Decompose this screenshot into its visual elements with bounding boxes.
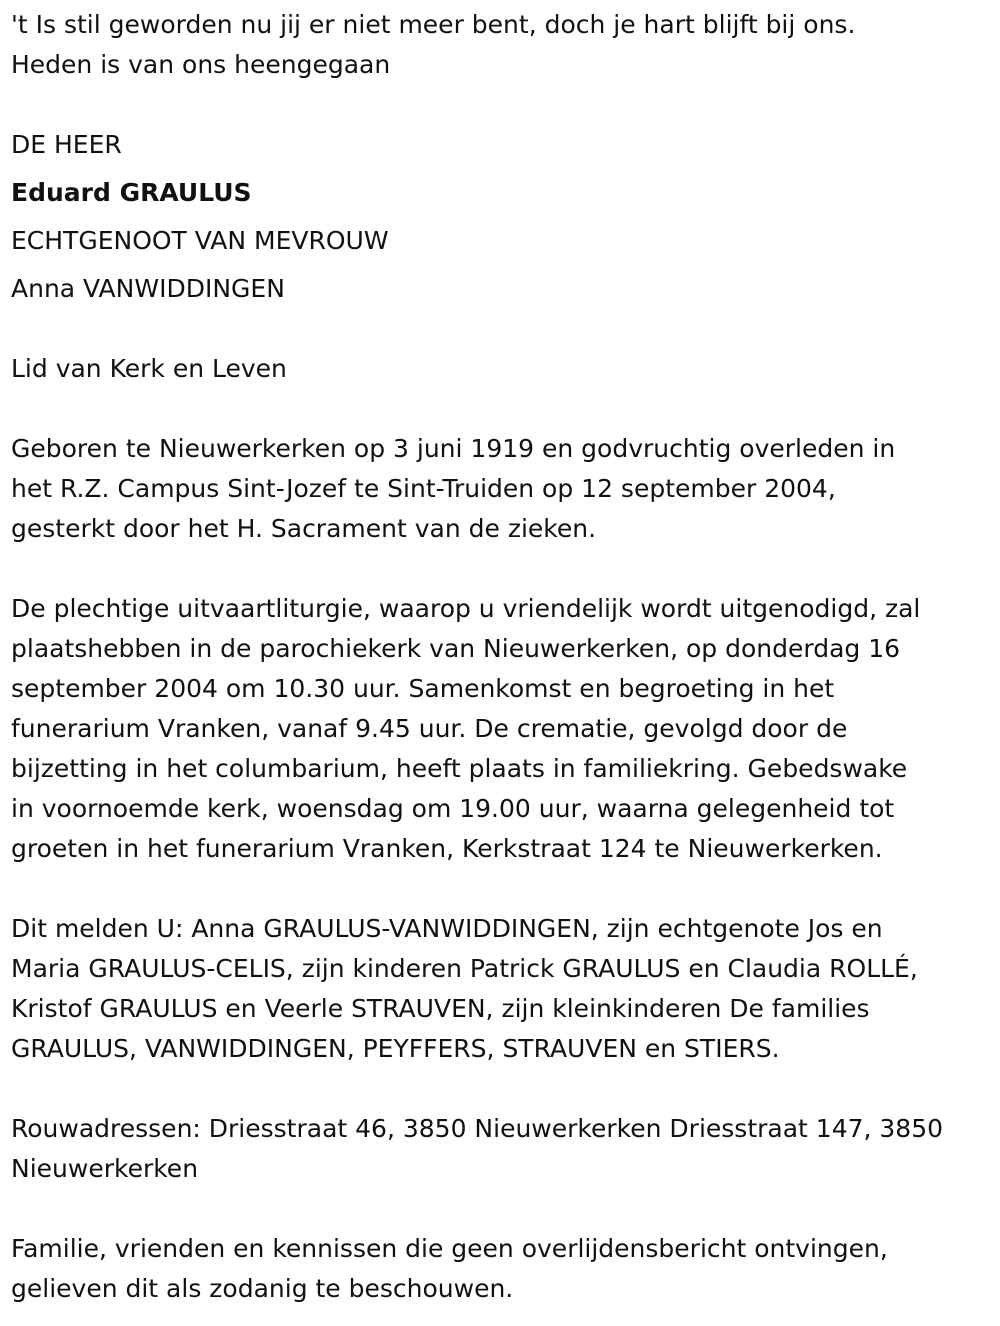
- paragraph-line: funerarium Vranken, vanaf 9.45 uur. De crematie, gevolgd door de: [11, 714, 848, 743]
- paragraph-line: Nieuwerkerken: [11, 1154, 199, 1183]
- paragraph-line: plaatshebben in de parochiekerk van Nieuwerkerken, op donderdag 16: [11, 634, 901, 663]
- paragraph-line: GRAULUS, VANWIDDINGEN, PEYFFERS, STRAUVEN en STIERS.: [11, 1034, 780, 1063]
- closing-paragraph: [11, 1229, 1000, 1309]
- spacer: [11, 549, 1000, 589]
- intro-verse: 't Is stil geworden nu jij er niet meer bent, doch je hart blijft bij ons.: [11, 10, 856, 39]
- paragraph-line: De plechtige uitvaartliturgie, waarop u vriendelijk wordt uitgenodigd, zal: [11, 594, 921, 623]
- paragraph-line: groeten in het funerarium Vranken, Kerkstraat 124 te Nieuwerkerken.: [11, 834, 883, 863]
- spacer: [11, 869, 1000, 909]
- intro-announcement: Heden is van ons heengegaan: [11, 50, 391, 79]
- deceased-title: DE HEER: [11, 130, 122, 159]
- addresses-paragraph: [11, 1109, 1000, 1189]
- paragraph-line: het R.Z. Campus Sint-Jozef te Sint-Truiden op 12 september 2004,: [11, 474, 836, 503]
- spacer: [11, 1069, 1000, 1109]
- membership-line: Lid van Kerk en Leven: [11, 354, 287, 383]
- intro-section: [11, 5, 1000, 85]
- announcers-paragraph: [11, 909, 1000, 1069]
- paragraph-line: Rouwadressen: Driesstraat 46, 3850 Nieuwerkerken Driesstraat 147, 3850: [11, 1114, 944, 1143]
- spacer: [11, 389, 1000, 429]
- spacer: [11, 1189, 1000, 1229]
- paragraph-line: Geboren te Nieuwerkerken op 3 juni 1919 en godvruchtig overleden in: [11, 434, 896, 463]
- deceased-relation: ECHTGENOOT VAN MEVROUW: [11, 226, 389, 255]
- funeral-paragraph: [11, 589, 1000, 869]
- paragraph-line: bijzetting in het columbarium, heeft plaats in familiekring. Gebedswake: [11, 754, 908, 783]
- paragraph-line: Maria GRAULUS-CELIS, zijn kinderen Patrick GRAULUS en Claudia ROLLÉ,: [11, 954, 918, 983]
- spacer: [11, 309, 1000, 349]
- paragraph-line: gesterkt door het H. Sacrament van de zieken.: [11, 514, 597, 543]
- paragraph-line: in voornoemde kerk, woensdag om 19.00 uur, waarna gelegenheid tot: [11, 794, 895, 823]
- spouse-name: Anna VANWIDDINGEN: [11, 274, 285, 303]
- spacer: [11, 85, 1000, 125]
- deceased-name: Eduard GRAULUS: [11, 178, 252, 207]
- paragraph-line: Dit melden U: Anna GRAULUS-VANWIDDINGEN, zijn echtgenote Jos en: [11, 914, 883, 943]
- paragraph-line: Familie, vrienden en kennissen die geen overlijdensbericht ontvingen,: [11, 1234, 888, 1263]
- paragraph-line: Kristof GRAULUS en Veerle STRAUVEN, zijn kleinkinderen De families: [11, 994, 870, 1023]
- deceased-section: [11, 125, 1000, 309]
- paragraph-line: gelieven dit als zodanig te beschouwen.: [11, 1274, 514, 1303]
- birth-death-paragraph: [11, 429, 1000, 549]
- paragraph-line: september 2004 om 10.30 uur. Samenkomst en begroeting in het: [11, 674, 835, 703]
